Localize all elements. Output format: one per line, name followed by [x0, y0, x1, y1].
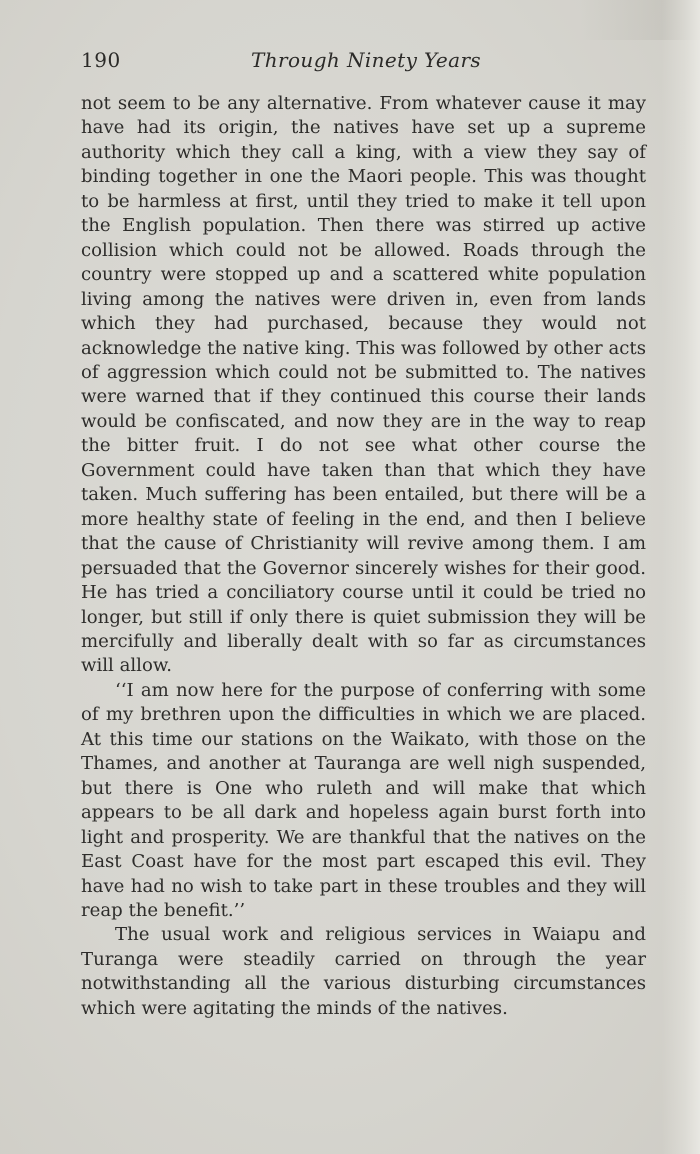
paragraph-quotation: ‘‘I am now here for the purpose of conferring with some of my brethren upon the difficulties in which we are placed. At this time our stations on the Waikato, with those on the Thames, and another at Tauranga are well nigh suspended, but there is One who ruleth and will make that which appears to be all dark and hopeless again burst forth into light and prosperity. We are thankful that the natives on the East Coast have for the most part escaped this evil. They have had no wish to take part in these troubles and they will reap the benefit.’’ — [81, 679, 646, 921]
page-edge-shadow — [662, 0, 700, 1154]
paragraph-narrative: The usual work and religious services in Waiapu and Turanga were steadily carried on through the year notwithstanding all the various disturbing circumstances which were agitating the minds of the natives. — [81, 924, 646, 1019]
page-number: 190 — [81, 48, 121, 72]
book-title: Through Ninety Years — [251, 48, 482, 72]
paragraph-continued: not seem to be any alternative. From whatever cause it may have had its origin, the natives have set up a supreme authority which they call a king, with a view they say of binding together in one the Maori people. This was thought to be harmless at first, until they tried to make it tell upon the English population. Then there was stirred up active collision which could not be allowed. Roads through the country were stopped up and a scattered white population living among the natives were driven in, even from lands which they had purchased, because they would not acknowledge the native king. This was followed by other acts of aggression which could not be submitted to. The natives were warned that if they continued this course their lands would be confiscated, and now they are in the way to reap the bitter fruit. I do not see what other course the Government could have taken than that which they have taken. Much suffering has been entailed, but there will be a more healthy state of feeling in the end, and then I believe that the cause of Christianity will revive among them. I am persuaded that the Governor sincerely wishes for their good. He has tried a conciliatory course until it could be tried no longer, but still if only there is quiet submission they will be mercifully and liberally dealt with so far as circumstances will allow. — [81, 93, 646, 677]
body-text — [81, 92, 646, 1021]
running-head — [81, 48, 641, 78]
